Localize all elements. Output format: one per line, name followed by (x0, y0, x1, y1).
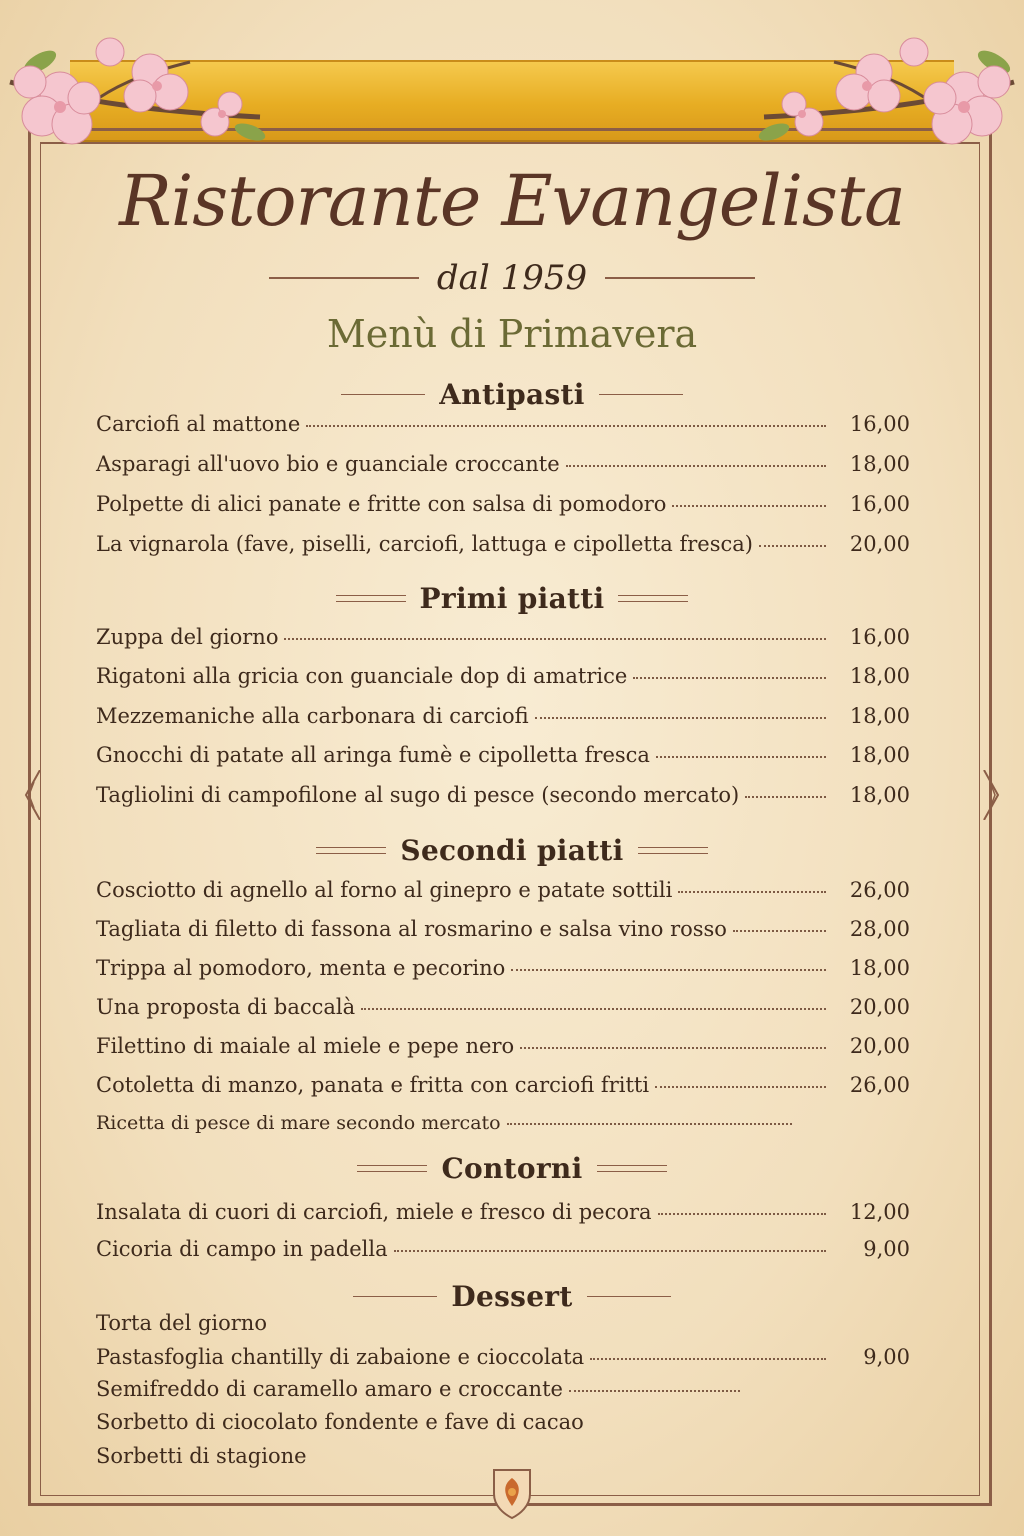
item-name: Tagliolini di campofilone al sugo di pesce (secondo mercato) (96, 783, 740, 807)
menu-item (96, 1200, 910, 1230)
menu-item (96, 625, 910, 655)
item-price: 18,00 (849, 704, 910, 728)
menu-item (96, 1377, 740, 1407)
item-name: Cotoletta di manzo, panata e fritta con carciofi fritti (96, 1073, 650, 1097)
section-title: Primi piatti (419, 582, 605, 615)
item-name: Cosciotto di agnello al forno al ginepro e patate sottili (96, 878, 673, 902)
section-secondi-piatti (0, 834, 1024, 867)
item-name: Sorbetti di stagione (96, 1444, 307, 1468)
item-name: Insalata di cuori di carciofi, miele e fresco di pecora (96, 1200, 652, 1224)
divider-line (269, 277, 419, 279)
item-price: 20,00 (849, 532, 910, 556)
item-price: 28,00 (849, 917, 910, 941)
item-price: 18,00 (849, 956, 910, 980)
menu-item (96, 743, 910, 773)
menu-item (96, 1311, 910, 1341)
menu-item (96, 1112, 792, 1142)
crest-emblem-icon (490, 1466, 534, 1520)
since-row (0, 258, 1024, 298)
item-name: Mezzemaniche alla carbonara di carciofi (96, 704, 529, 728)
menu-item (96, 878, 910, 908)
divider-line (336, 595, 406, 602)
divider-line (618, 595, 688, 602)
item-name: Ricetta di pesce di mare secondo mercato (96, 1112, 501, 1134)
section-title: Dessert (451, 1280, 573, 1313)
item-price: 9,00 (863, 1345, 910, 1369)
divider-line (316, 847, 386, 854)
divider-line (638, 847, 708, 854)
cherry-blossom-left-icon (0, 12, 300, 162)
right-ornament-icon (980, 770, 1002, 820)
menu-item (96, 1034, 910, 1064)
divider-line (605, 277, 755, 279)
item-name: Carciofi al mattone (96, 412, 301, 436)
item-name: Asparagi all'uovo bio e guanciale croccante (96, 452, 560, 476)
divider-line (587, 1296, 671, 1297)
item-price: 18,00 (849, 783, 910, 807)
menu-title: Menù di Primavera (326, 312, 698, 356)
menu-item (96, 492, 910, 522)
item-name: La vignarola (fave, piselli, carciofi, lattuga e cipolletta fresca) (96, 532, 753, 556)
section-title: Antipasti (439, 378, 585, 411)
section-primi-piatti (0, 582, 1024, 615)
menu-item (96, 664, 910, 694)
section-dessert (0, 1280, 1024, 1313)
divider-line (353, 1296, 437, 1297)
divider-line (341, 394, 425, 395)
item-name: Una proposta di baccalà (96, 995, 356, 1019)
item-price: 18,00 (849, 664, 910, 688)
item-price: 26,00 (849, 878, 910, 902)
menu-item (96, 1345, 910, 1375)
menu-item (96, 452, 910, 482)
item-price: 26,00 (849, 1073, 910, 1097)
section-contorni (0, 1152, 1024, 1185)
cherry-blossom-right-icon (724, 12, 1024, 162)
item-price: 20,00 (849, 1034, 910, 1058)
item-price: 12,00 (849, 1200, 910, 1224)
section-title: Contorni (441, 1152, 583, 1185)
item-name: Filettino di maiale al miele e pepe nero (96, 1034, 515, 1058)
left-ornament-icon (22, 770, 44, 820)
item-price: 16,00 (849, 625, 910, 649)
divider-line (357, 1165, 427, 1172)
menu-item (96, 783, 910, 813)
item-name: Zuppa del giorno (96, 625, 279, 649)
menu-item (96, 412, 910, 442)
menu-item (96, 956, 910, 986)
item-name: Sorbetto di ciocolato fondente e fave di cacao (96, 1410, 584, 1434)
item-name: Polpette di alici panate e fritte con salsa di pomodoro (96, 492, 667, 516)
item-price: 9,00 (863, 1237, 910, 1261)
item-price: 16,00 (849, 412, 910, 436)
section-antipasti (0, 378, 1024, 411)
menu-item (96, 1073, 910, 1103)
restaurant-name: Ristorante Evangelista (119, 160, 905, 242)
divider-line (599, 394, 683, 395)
item-name: Gnocchi di patate all aringa fumè e cipolletta fresca (96, 743, 650, 767)
section-title: Secondi piatti (400, 834, 624, 867)
menu-item (96, 1237, 910, 1267)
item-price: 18,00 (849, 452, 910, 476)
item-price: 18,00 (849, 743, 910, 767)
item-name: Rigatoni alla gricia con guanciale dop di amatrice (96, 664, 628, 688)
item-price: 20,00 (849, 995, 910, 1019)
menu-item (96, 1410, 910, 1440)
menu-item (96, 995, 910, 1025)
menu-item (96, 917, 910, 947)
menu-item (96, 532, 910, 562)
menu-item (96, 704, 910, 734)
item-name: Tagliata di filetto di fassona al rosmarino e salsa vino rosso (96, 917, 727, 941)
since-year: dal 1959 (436, 258, 588, 298)
item-price: 16,00 (849, 492, 910, 516)
item-name: Cicoria di campo in padella (96, 1237, 388, 1261)
item-name: Pastasfoglia chantilly di zabaione e cioccolata (96, 1345, 585, 1369)
divider-line (597, 1165, 667, 1172)
item-name: Semifreddo di caramello amaro e croccante (96, 1377, 563, 1401)
item-name: Trippa al pomodoro, menta e pecorino (96, 956, 506, 980)
item-name: Torta del giorno (96, 1311, 267, 1335)
